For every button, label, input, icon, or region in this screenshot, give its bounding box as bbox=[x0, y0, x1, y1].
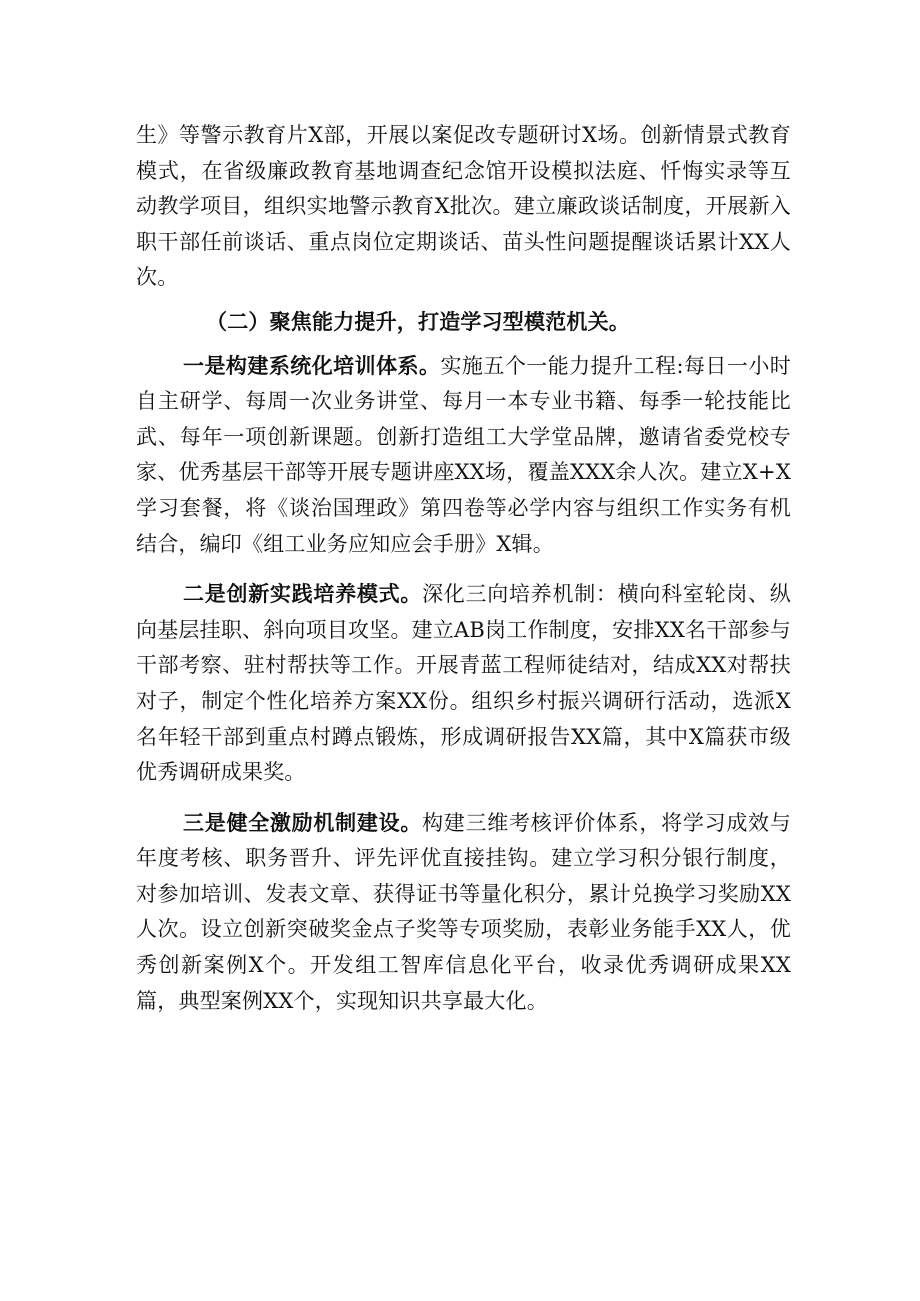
item-paragraph-2 bbox=[136, 576, 791, 791]
section-heading: （二）聚焦能力提升，打造学习型模范机关。 bbox=[206, 308, 630, 334]
item-lead-3: 三是健全激励机制建设。 bbox=[183, 809, 423, 835]
item-paragraph-3 bbox=[136, 805, 791, 1020]
item-paragraph-1 bbox=[136, 348, 791, 563]
continued-paragraph: 生》等警示教育片X部，开展以案促改专题研讨X场。创新情景式教育模式，在省级廉政教育基地调查纪念馆开设模拟法庭、忏悔实录等互动教学项目，组织实地警示教育X批次。建立廉政谈话制度，开展新入职干部任前谈话、重点岗位定期谈话、苗头性问题提醒谈话累计XX人次。 bbox=[136, 123, 791, 290]
document-page bbox=[136, 118, 791, 1019]
item-body-2: 深化三向培养机制：横向科室轮岗、纵向基层挂职、斜向项目攻坚。建立AB岗工作制度，安排XX名干部参与干部考察、驻村帮扶等工作。开展青蓝工程师徒结对，结成XX对帮扶对子，制定个性化培养方案XX份。组织乡村振兴调研行活动，选派X名年轻干部到重点村蹲点锻炼，形成调研报告XX篇，其中X篇获市级优秀调研成果奖。 bbox=[136, 582, 791, 785]
item-lead-1: 一是构建系统化培训体系。 bbox=[183, 352, 441, 378]
item-lead-2: 二是创新实践培养模式。 bbox=[183, 581, 423, 607]
item-body-1: 实施五个一能力提升工程:每日一小时自主研学、每周一次业务讲堂、每月一本专业书籍、每季一轮技能比武、每年一项创新课题。创新打造组工大学堂品牌，邀请省委党校专家、优秀基层干部等开展专题讲座XX场，覆盖XXX余人次。建立X+X学习套餐，将《谈治国理政》第四卷等必学内容与组织工作实务有机结合，编印《组工业务应知应会手册》X辑。 bbox=[136, 353, 791, 556]
item-body-3: 构建三维考核评价体系，将学习成效与年度考核、职务晋升、评先评优直接挂钩。建立学习积分银行制度，对参加培训、发表文章、获得证书等量化积分，累计兑换学习奖励XX人次。设立创新突破奖金点子奖等专项奖励，表彰业务能手XX人，优秀创新案例X个。开发组工智库信息化平台，收录优秀调研成果XX篇，典型案例XX个，实现知识共享最大化。 bbox=[136, 810, 791, 1013]
